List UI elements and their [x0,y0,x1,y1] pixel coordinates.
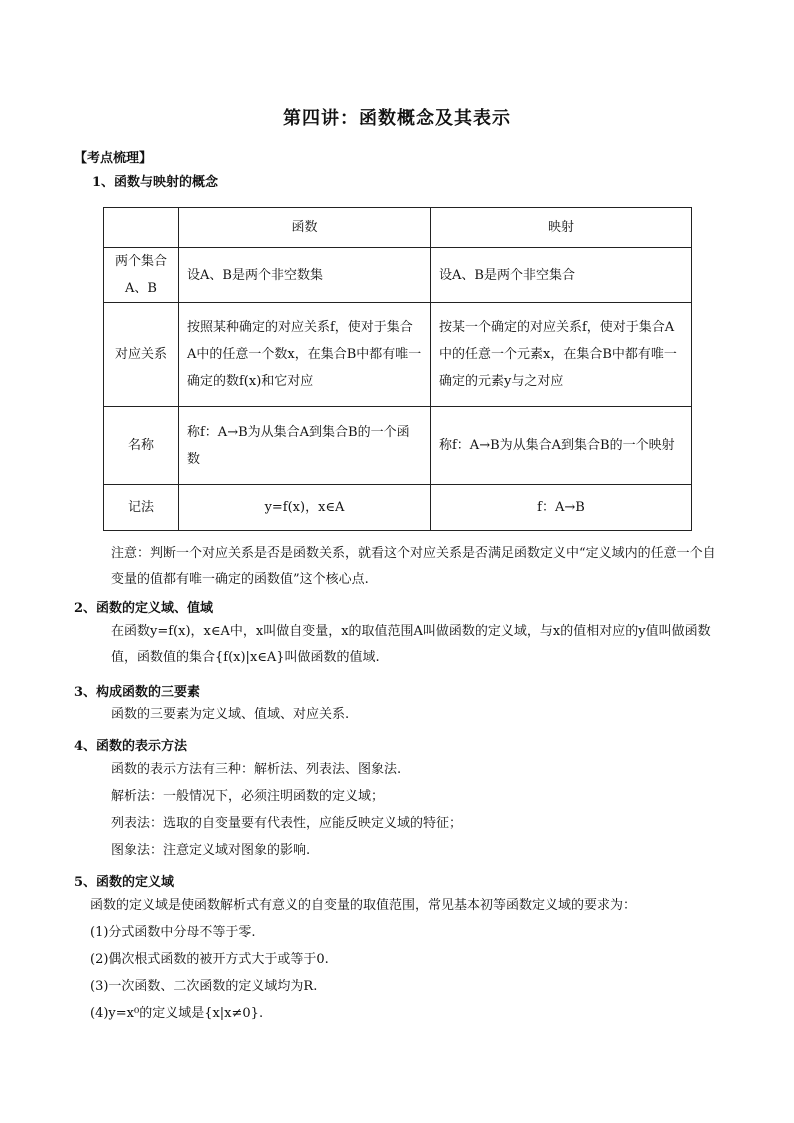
mapping-cell: f：A→B [431,485,692,531]
table-row [104,485,692,531]
representation-line: 列表法：选取的自变量要有代表性，应能反映定义域的特征； [111,816,463,831]
header-cell-mapping: 映射 [431,208,692,248]
heading-domain-range: 2、函数的定义域、值域 [74,601,214,616]
domain-item: (1)分式函数中分母不等于零. [90,925,256,940]
table-header-row [104,208,692,248]
representation-line: 函数的表示方法有三种：解析法、列表法、图象法. [111,762,402,777]
domain-item: (4)y=x⁰的定义域是{x|x≠0}. [90,1006,264,1021]
mapping-cell: 称f：A→B为从集合A到集合B的一个映射 [431,407,692,485]
mapping-cell: 设A、B是两个非空集合 [431,248,692,303]
row-label: 记法 [104,485,179,531]
page-title: 第四讲：函数概念及其表示 [283,108,511,129]
domain-item: (3)一次函数、二次函数的定义域均为R. [90,979,318,994]
section-header: 【考点梳理】 [74,151,153,166]
table-row [104,303,692,407]
table-row [104,407,692,485]
row-label: 对应关系 [104,303,179,407]
heading-representation: 4、函数的表示方法 [74,739,188,754]
heading-function-and-mapping: 1、函数与映射的概念 [92,175,219,190]
comparison-table [103,207,692,531]
mapping-cell: 按某一个确定的对应关系f，使对于集合A中的任意一个元素x，在集合B中都有唯一确定的元素y与之对应 [431,303,692,407]
table-row [104,248,692,303]
header-cell-empty [104,208,179,248]
row-label: 名称 [104,407,179,485]
domain-item: (2)偶次根式函数的被开方式大于或等于0. [90,952,329,967]
function-cell: y=f(x)，x∈A [179,485,431,531]
row-label: 两个集合A、B [104,248,179,303]
function-cell: 按照某种确定的对应关系f，使对于集合A中的任意一个数x，在集合B中都有唯一确定的数f(x)和它对应 [179,303,431,407]
heading-three-elements: 3、构成函数的三要素 [74,685,201,700]
three-elements-paragraph: 函数的三要素为定义域、值域、对应关系. [111,707,350,722]
note-paragraph: 注意：判断一个对应关系是否是函数关系，就看这个对应关系是否满足函数定义中“定义域内的任意一个自变量的值都有唯一确定的函数值”这个核心点. [111,546,716,587]
header-cell-function: 函数 [179,208,431,248]
domain-range-paragraph: 在函数y=f(x)，x∈A中，x叫做自变量，x的取值范围A叫做函数的定义域，与x的值相对应的y值叫做函数值，函数值的集合{f(x)|x∈A}叫做函数的值域. [111,624,711,665]
representation-line: 图象法：注意定义域对图象的影响. [111,843,311,858]
domain-intro: 函数的定义域是使函数解析式有意义的自变量的取值范围，常见基本初等函数定义域的要求为： [90,898,637,913]
representation-line: 解析法：一般情况下，必须注明函数的定义域； [111,789,385,804]
function-cell: 设A、B是两个非空数集 [179,248,431,303]
function-cell: 称f：A→B为从集合A到集合B的一个函数 [179,407,431,485]
heading-domain: 5、函数的定义域 [74,875,175,890]
